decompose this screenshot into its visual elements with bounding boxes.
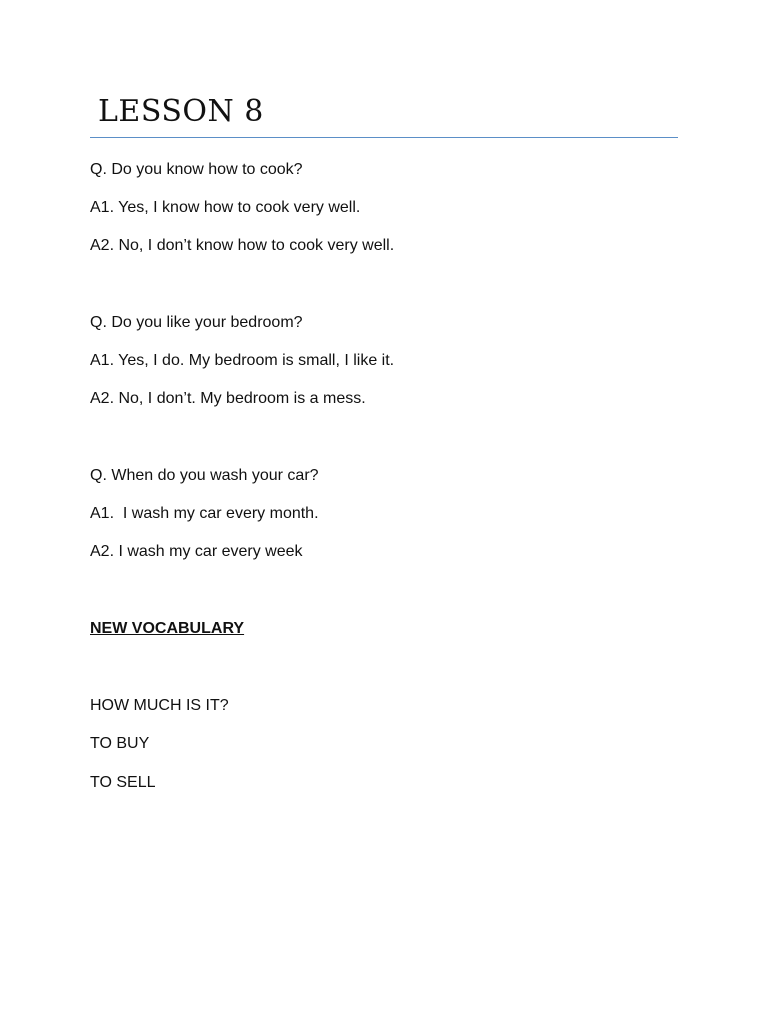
vocabulary-item: TO SELL [90,774,156,791]
title-underline-divider [90,137,678,138]
answer-2-2: A2. No, I don’t. My bedroom is a mess. [90,390,366,407]
vocabulary-heading: NEW VOCABULARY [90,620,245,637]
question-3: Q. When do you wash your car? [90,467,319,484]
answer-1-2: A2. No, I don’t know how to cook very well. [90,237,395,254]
answer-3-1: A1. I wash my car every month. [90,505,319,522]
vocabulary-item: HOW MUCH IS IT? [90,697,229,714]
answer-3-2: A2. I wash my car every week [90,543,303,560]
answer-2-1: A1. Yes, I do. My bedroom is small, I like it. [90,352,395,369]
question-2: Q. Do you like your bedroom? [90,314,303,331]
question-1: Q. Do you know how to cook? [90,161,303,178]
vocabulary-item: TO BUY [90,735,150,752]
answer-1-1: A1. Yes, I know how to cook very well. [90,199,361,216]
page-title: LESSON 8 [98,94,264,129]
